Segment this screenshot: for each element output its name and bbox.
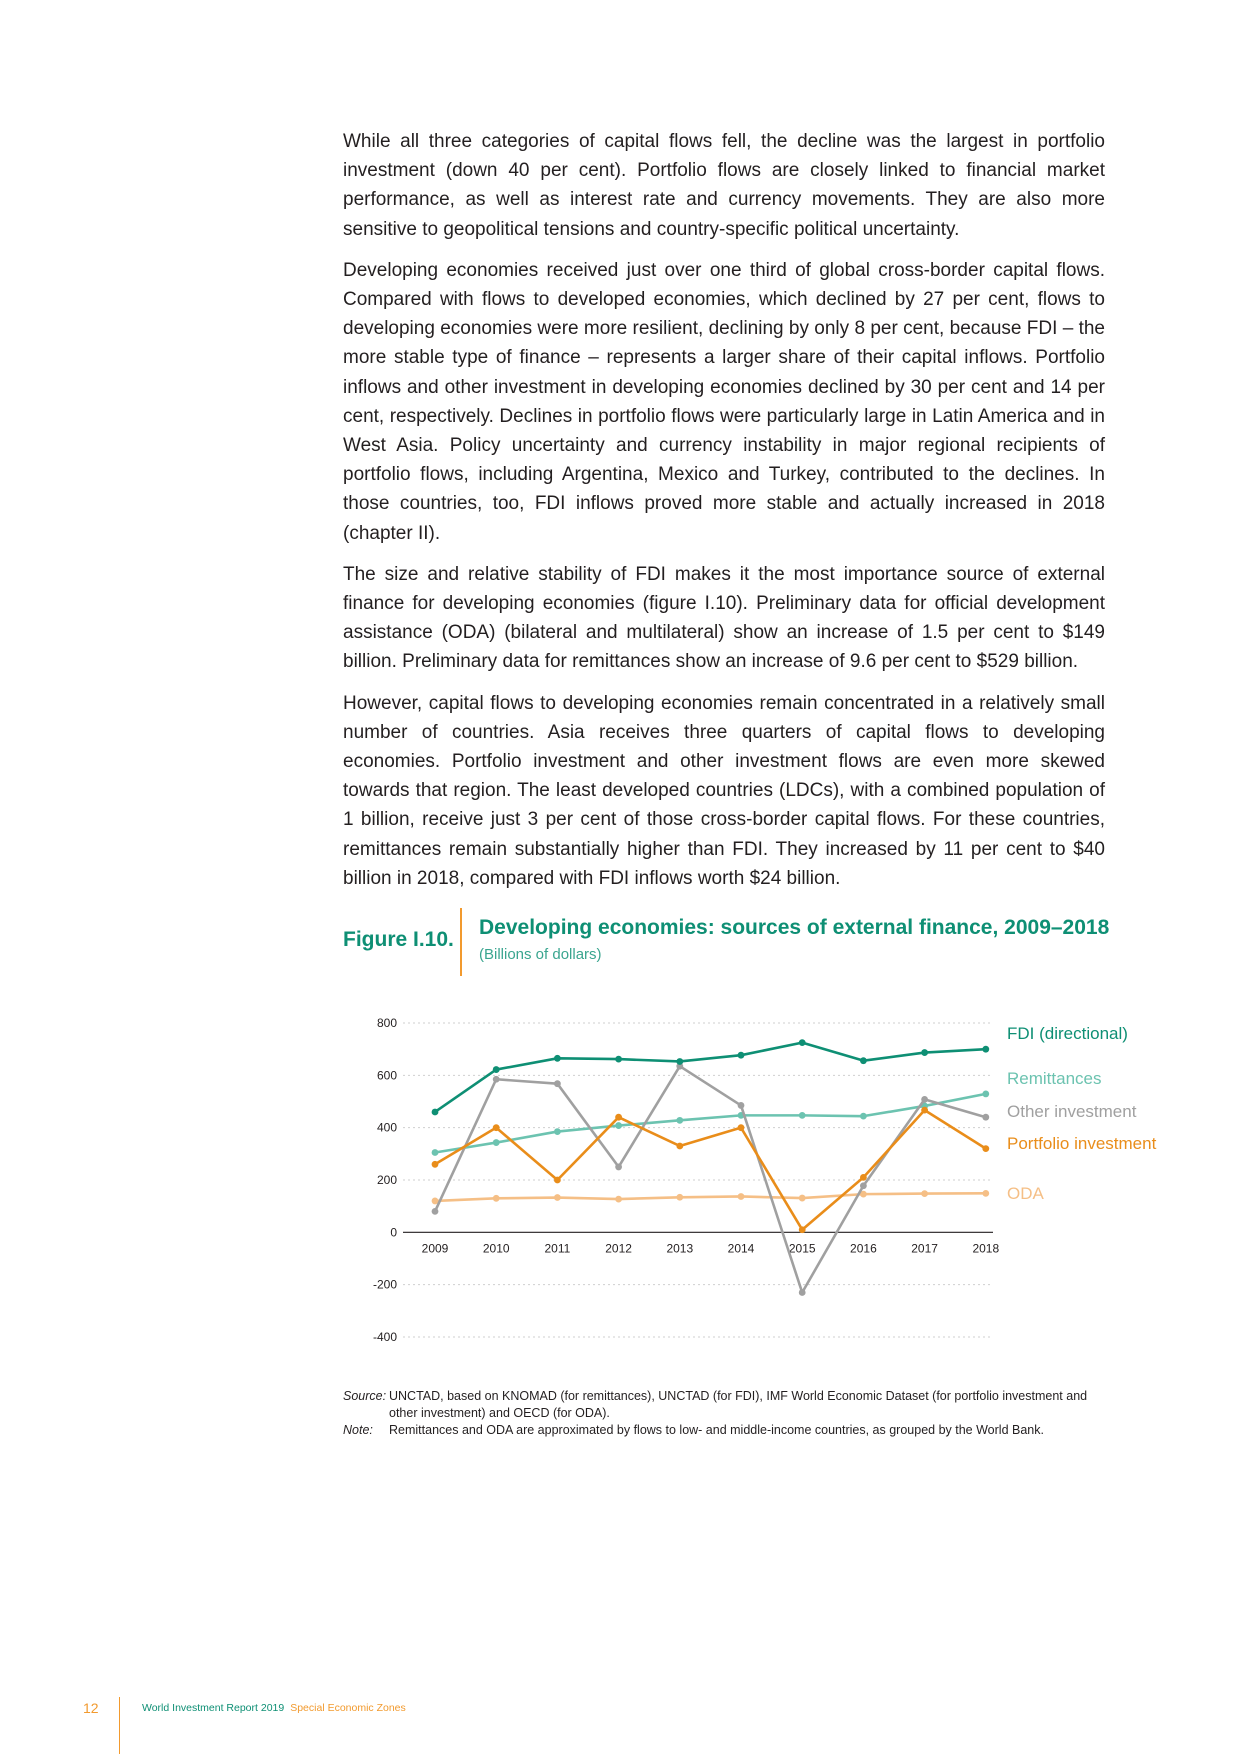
series-label: Other investment — [1007, 1102, 1137, 1121]
paragraph: The size and relative stability of FDI makes it the most importance source of external finance for developing economies (figure I.10). Preliminary data for official development assistance (ODA) (bilateral and multilateral) show an increase of 1.5 per cent to $149 billion. Preliminary data for remittances show an increase of 9.6 per cent to $529 billion. — [343, 563, 1105, 673]
external-finance-line-chart — [343, 985, 1163, 1365]
data-point — [799, 1289, 806, 1296]
data-point — [676, 1194, 683, 1201]
data-point — [738, 1102, 745, 1109]
data-point — [799, 1195, 806, 1202]
x-tick-label: 2014 — [727, 1241, 755, 1256]
data-point — [982, 1046, 989, 1053]
page-number: 12 — [83, 1700, 99, 1716]
figure-title: Developing economies: sources of external finance, 2009–2018 — [479, 916, 1110, 939]
series-line — [435, 1094, 986, 1153]
data-point — [738, 1193, 745, 1200]
data-point — [615, 1196, 622, 1203]
y-tick-label: 400 — [376, 1120, 397, 1135]
data-point — [432, 1161, 439, 1168]
data-point — [860, 1182, 867, 1189]
body-text — [343, 127, 1105, 905]
y-tick-label: 0 — [390, 1225, 397, 1240]
data-point — [676, 1143, 683, 1150]
data-point — [799, 1112, 806, 1119]
data-point — [738, 1124, 745, 1131]
data-point — [554, 1128, 561, 1135]
y-tick-label: 600 — [376, 1068, 397, 1083]
data-point — [554, 1055, 561, 1062]
figure-divider — [460, 908, 462, 976]
data-point — [493, 1076, 500, 1083]
data-point — [921, 1190, 928, 1197]
data-point — [982, 1114, 989, 1121]
footer-divider — [119, 1697, 120, 1754]
data-point — [676, 1117, 683, 1124]
source-text: UNCTAD, based on KNOMAD (for remittances), UNCTAD (for FDI), IMF World Economic Dataset (for portfolio investment and other investment) and OECD (for ODA). — [389, 1389, 1088, 1420]
y-tick-label: -200 — [372, 1277, 397, 1292]
data-point — [615, 1056, 622, 1063]
x-tick-label: 2017 — [911, 1241, 938, 1256]
data-point — [921, 1107, 928, 1114]
data-point — [860, 1113, 867, 1120]
x-tick-label: 2016 — [850, 1241, 877, 1256]
x-tick-label: 2012 — [605, 1241, 632, 1256]
data-point — [921, 1096, 928, 1103]
data-point — [493, 1195, 500, 1202]
data-point — [493, 1139, 500, 1146]
series-label: FDI (directional) — [1007, 1024, 1128, 1043]
y-tick-label: 200 — [376, 1173, 397, 1187]
paragraph: Developing economies received just over one third of global cross-border capital flows. Compared with flows to developed economies, which declined by 27 per cent, flows to developing economies were more resilient, declining by only 8 per cent, because FDI – the more stable type of finance – represents a larger share of their capital inflows. Portfolio inflows and other investment in developing economies declined by 30 per cent and 14 per cent, respectively. Declines in portfolio flows were particularly large in Latin America and in West Asia. Policy uncertainty and currency instability in major regional recipients of portfolio flows, including Argentina, Mexico and Turkey, contributed to the declines. In those countries, too, FDI inflows proved more stable and actually increased in 2018 (chapter II). — [343, 259, 1105, 544]
data-point — [615, 1164, 622, 1171]
note — [343, 1422, 1113, 1439]
x-tick-label: 2010 — [482, 1241, 510, 1256]
data-point — [432, 1208, 439, 1215]
data-point — [921, 1049, 928, 1056]
data-point — [738, 1052, 745, 1059]
data-point — [982, 1190, 989, 1197]
data-point — [554, 1177, 561, 1184]
data-point — [432, 1109, 439, 1116]
series-line — [435, 1193, 986, 1201]
source-note — [343, 1388, 1113, 1422]
data-point — [554, 1194, 561, 1201]
paragraph: While all three categories of capital flows fell, the decline was the largest in portfolio investment (down 40 per cent). Portfolio flows are closely linked to financial market performance, as well as interest rate and currency movements. They are also more sensitive to geopolitical tensions and country-specific political uncertainty. — [343, 131, 1105, 240]
x-tick-label: 2009 — [421, 1241, 449, 1256]
series-label: Remittances — [1007, 1069, 1102, 1088]
figure-header — [343, 908, 1143, 976]
data-point — [799, 1226, 806, 1233]
series-label: ODA — [1007, 1184, 1044, 1203]
x-tick-label: 2015 — [788, 1241, 816, 1256]
data-point — [493, 1066, 500, 1073]
note-label: Note: — [343, 1423, 373, 1437]
series-line — [435, 1066, 986, 1292]
source-label: Source: — [343, 1389, 387, 1403]
data-point — [493, 1124, 500, 1131]
paragraph: However, capital flows to developing economies remain concentrated in a relatively small number of countries. Asia receives three quarters of capital flows to developing economies. Portfolio investment and other investment flows are even more skewed towards that region. The least developed countries (LDCs), with a combined population of 1 billion, receive just 3 per cent of those cross-border capital flows. For these countries, remittances remain substantially higher than FDI. They increased by 11 per cent to $40 billion in 2018, compared with FDI inflows worth $24 billion. — [343, 692, 1105, 889]
series-line — [435, 1043, 986, 1112]
figure-notes — [343, 1388, 1113, 1439]
y-tick-label: -400 — [372, 1330, 397, 1344]
data-point — [432, 1149, 439, 1156]
data-point — [799, 1039, 806, 1046]
x-tick-label: 2011 — [544, 1241, 571, 1256]
figure-subtitle: (Billions of dollars) — [479, 946, 602, 963]
data-point — [860, 1057, 867, 1064]
x-tick-label: 2018 — [972, 1241, 1000, 1256]
figure-label: Figure I.10. — [343, 928, 454, 951]
footer-report-title: World Investment Report 2019 — [142, 1702, 285, 1714]
data-point — [982, 1091, 989, 1098]
series-label: Portfolio investment — [1007, 1134, 1157, 1153]
data-point — [676, 1058, 683, 1065]
y-tick-label: 800 — [376, 1016, 397, 1030]
x-tick-label: 2013 — [666, 1241, 694, 1256]
data-point — [982, 1145, 989, 1152]
data-point — [554, 1080, 561, 1087]
data-point — [615, 1114, 622, 1121]
note-text: Remittances and ODA are approximated by flows to low- and middle-income countries, as grouped by the World Bank. — [389, 1423, 1044, 1437]
footer-report-subtitle: Special Economic Zones — [290, 1702, 406, 1714]
data-point — [615, 1122, 622, 1129]
data-point — [860, 1174, 867, 1181]
footer-report — [142, 1702, 406, 1714]
